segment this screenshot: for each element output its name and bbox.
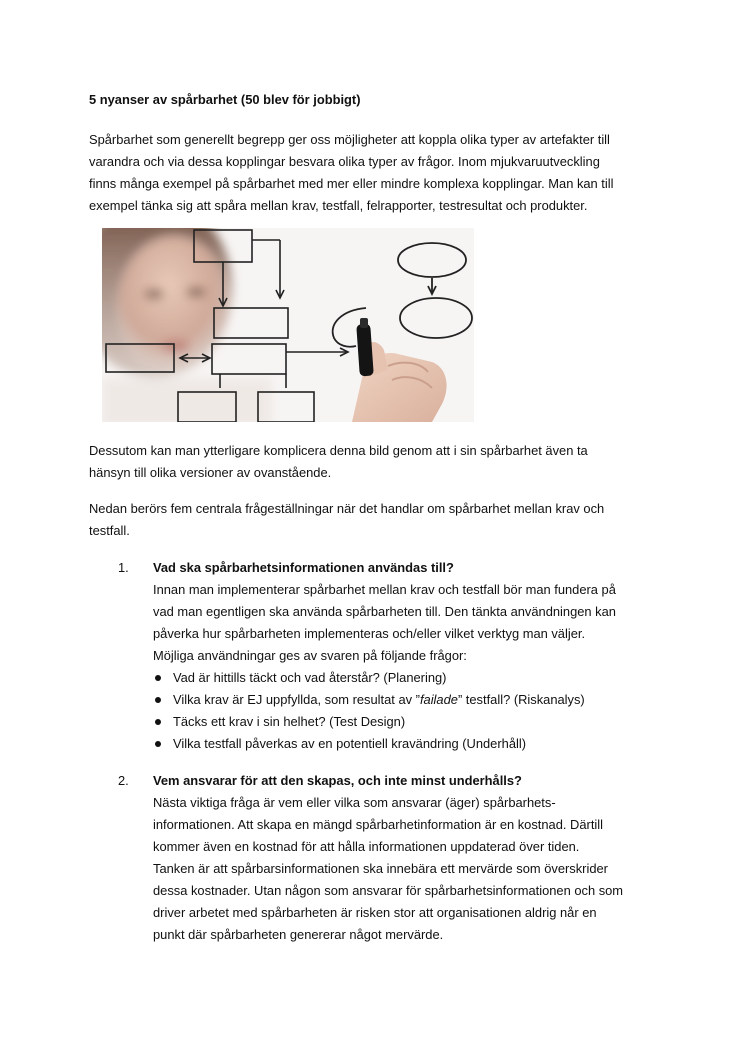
text-line: driver arbetet med spårbarheten är risken stor att organisationen aldrig når en xyxy=(153,905,597,920)
text-line: Dessutom kan man ytterligare komplicera denna bild genom att i sin spårbarhet även ta xyxy=(89,443,588,458)
list-item-heading: Vad ska spårbarhetsinformationen användas till? xyxy=(153,560,454,575)
text-line: vad man egentligen ska använda spårbarheten till. Den tänkta användningen kan xyxy=(153,604,616,619)
flowchart-photo xyxy=(102,228,474,422)
text-line: exempel tänka sig att spåra mellan krav, testfall, felrapporter, testresultat och produkter. xyxy=(89,198,588,213)
bullet-item: Vilka testfall påverkas av en potentiell kravändring (Underhåll) xyxy=(153,733,663,755)
text-line: testfall. xyxy=(89,523,130,538)
list-item-body xyxy=(153,557,663,755)
text-line: Innan man implementerar spårbarhet mellan krav och testfall bör man fundera på xyxy=(153,582,616,597)
bullet-item: Täcks ett krav i sin helhet? (Test Design) xyxy=(153,711,663,733)
text-line: Nästa viktiga fråga är vem eller vilka som ansvarar (äger) spårbarhets- xyxy=(153,795,556,810)
bullet-item xyxy=(153,689,663,711)
central-questions-paragraph xyxy=(89,498,689,542)
text-line: kommer även en kostnad för att hålla informationen uppdaterad över tiden. xyxy=(153,839,580,854)
text-line: finns många exempel på spårbarhet med mer eller mindre komplexa kopplingar. Man kan till xyxy=(89,176,614,191)
list-item-body xyxy=(153,770,663,946)
list-number: 2. xyxy=(118,773,129,788)
intro-paragraph xyxy=(89,129,689,217)
text-line: Nedan berörs fem centrala frågeställningar när det handlar om spårbarhet mellan krav och xyxy=(89,501,605,516)
list-item-heading: Vem ansvarar för att den skapas, och inte minst underhålls? xyxy=(153,773,522,788)
bullet-text: Vilka krav är EJ uppfyllda, som resultat av ” xyxy=(173,692,420,707)
text-line: Tanken är att spårbarsinformationen ska innebära ett mervärde som överskrider xyxy=(153,861,608,876)
text-line: hänsyn till olika versioner av ovanstående. xyxy=(89,465,332,480)
versions-paragraph xyxy=(89,440,689,484)
emphasized-word: failade xyxy=(419,692,458,707)
text-line: Möjliga användningar ges av svaren på följande frågor: xyxy=(153,648,467,663)
text-line: Spårbarhet som generellt begrepp ger oss möjligheter att koppla olika typer av artefakter till xyxy=(89,132,610,147)
document-title: 5 nyanser av spårbarhet (50 blev för jobbigt) xyxy=(89,92,361,107)
text-line: dessa kostnader. Utan någon som ansvarar för spårbarhetsinformationen och som xyxy=(153,883,624,898)
text-line: varandra och via dessa kopplingar besvara olika typer av frågor. Inom mjukvaruutveckling xyxy=(89,154,600,169)
bullet-item: Vad är hittills täckt och vad återstår? (Planering) xyxy=(153,667,663,689)
bullet-list xyxy=(153,667,663,755)
text-line: punkt där spårbarheten genererar något mervärde. xyxy=(153,927,444,942)
text-line: påverka hur spårbarheten implementeras och/eller vilket verktyg man väljer. xyxy=(153,626,586,641)
list-number: 1. xyxy=(118,560,129,575)
bullet-text: ” testfall? (Riskanalys) xyxy=(457,692,585,707)
text-line: informationen. Att skapa en mängd spårbarhetinformation är en kostnad. Därtill xyxy=(153,817,603,832)
